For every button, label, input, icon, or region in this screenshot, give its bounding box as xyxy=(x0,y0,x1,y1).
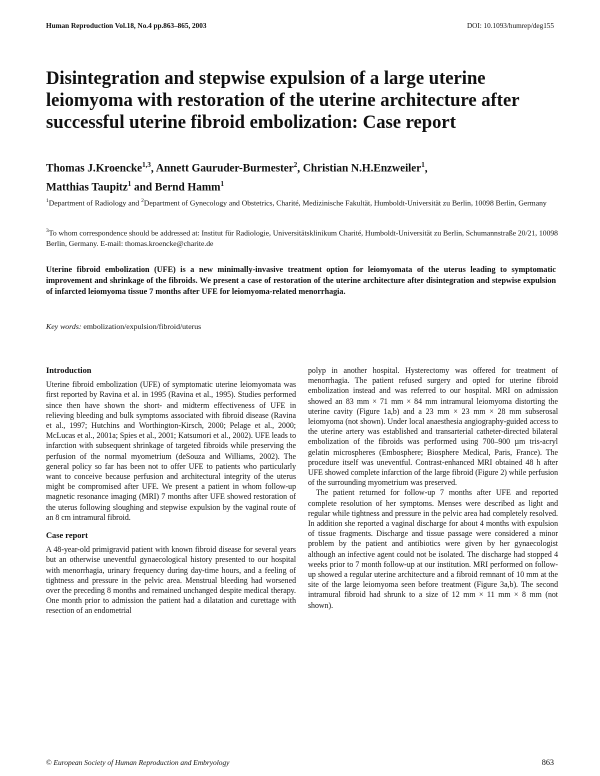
section-heading-introduction: Introduction xyxy=(46,366,92,375)
doi-text: DOI: 10.1093/humrep/deg155 xyxy=(466,22,554,30)
correspondence-text: To whom correspondence should be addressed at: Institut für Radiologie, Universitätsklinikum Charité, Humboldt-Universität zu Berlin, Schumannstraße 20/21, 10098 Berlin, Germany. E-mail: thomas.kroencke@charite.de xyxy=(46,228,558,248)
author-name: Matthias Taupitz xyxy=(46,181,128,194)
copyright-notice: © European Society of Human Reproduction and Embryology xyxy=(46,758,230,767)
author-affiliation-mark: 1 xyxy=(421,161,425,169)
author-affiliation-mark: 1,3 xyxy=(142,161,151,169)
affiliation-departments xyxy=(46,196,558,209)
author-name: Bernd Hamm xyxy=(154,181,221,194)
author-name: Christian N.H.Enzweiler xyxy=(302,162,422,175)
affiliation-text: Department of Radiology and xyxy=(48,198,142,208)
affiliation-mark: 2 xyxy=(141,198,144,204)
keywords xyxy=(46,322,556,331)
author-name: Annett Gauruder-Burmester xyxy=(155,162,294,175)
keywords-label: Key words: xyxy=(46,322,82,331)
affiliation-mark: 3 xyxy=(46,228,49,234)
author-affiliation-mark: 1 xyxy=(220,179,224,188)
follow-up-text: The patient returned for follow-up 7 months after UFE and reported complete resolution of her symptoms. Menses were described as light and regular while tightness and pressure in the pelvic area had completely resolved. In addition she reported a vaginal discharge for about 4 months with expulsion of tissue fragments. Discharge and tissue passage were considered a minor problem by the patient and antibiotics were given by her gynaecologist although an infective agent could not be isolated. The discharge had stopped 4 weeks prior to 7 month follow-up at our institution. MRI performed on follow-up showed a regular uterine architecture and a fibroid remnant of 10 mm at the site of the large leiomyoma seen before treatment (Figure 3a,b). The second intramural fibroid had shrunk to a size of 12 mm × 11 mm × 8 mm (not shown). xyxy=(308,488,558,610)
left-column xyxy=(46,366,296,617)
author-affiliation-mark: 2 xyxy=(293,161,298,169)
page-number: 863 xyxy=(541,758,554,767)
affiliation-mark: 1 xyxy=(46,198,49,204)
author-affiliation-mark: 1 xyxy=(127,179,132,188)
keywords-value: embolization/expulsion/fibroid/uterus xyxy=(83,322,202,331)
author-list: Thomas J.Kroencke$^{1,3}$, Annett Gauruder-Burmester$^2$, Christian N.H.Enzweiler$^1$, Matthias Taupitz$^1$ and Bernd Hamm$^1$ xyxy=(46,161,428,194)
correspondence-address xyxy=(46,226,558,249)
abstract: Uterine fibroid embolization (UFE) is a new minimally-invasive treatment option for leiomyomata of the uterus leading to symptomatic improvement and shrinkage of the fibroids. We present a case of restoration of the uterine architecture after disintegration and stepwise expulsion of infarcted leiomyoma tissue 7 months after UFE for leiomyoma-related menorrhagia. xyxy=(46,265,556,297)
journal-citation: Human Reproduction Vol.18, No.4 pp.863–865, 2003 xyxy=(46,22,207,30)
affiliation-text: Department of Gynecology and Obstetrics, Charité, Medizinische Fakultät, Humboldt-Universität zu Berlin, 10098 Berlin, Germany xyxy=(143,198,547,208)
author-name: Thomas J.Kroencke xyxy=(46,162,143,175)
running-header xyxy=(46,22,554,34)
section-heading-case-report: Case report xyxy=(46,531,88,541)
case-report-continued: polyp in another hospital. Hysterectomy was offered for treatment of menorrhagia. The patient refused surgery and opted for uterine fibroid embolization instead and was referred to our hospital. MRI on admission showed an 83 mm × 71 mm × 84 mm intramural leiomyoma distorting the uterine cavity (Figure 1a,b) and a 23 mm × 23 mm × 28 mm subserosal leiomyoma (not shown). Under local anaesthesia angiography-guided access to the uterine artery was established and transarterial catheter-directed bilateral embolization of the fibroids was performed using 700–900 µm tris-acryl gelatin microspheres (Embosphere; Biosphere Medical, Paris, France). The procedure itself was uneventful. Contrast-enhanced MRI obtained 48 h after UFE showed complete infarction of the large fibroid (Figure 2) while perfusion of the surrounding myometrium was preserved. xyxy=(308,366,558,488)
article-title: Disintegration and stepwise expulsion of a large uterine leiomyoma with restoration of the uterine architecture after successful uterine fibroid embolization: Case report xyxy=(46,68,520,133)
right-column xyxy=(308,366,558,611)
page-footer xyxy=(46,758,554,770)
introduction-text: Uterine fibroid embolization (UFE) of symptomatic uterine leiomyomata was first reported by Ravina et al. in 1995 (Ravina et al., 1995). Studies performed since then have shown the short- and midterm effectiveness of UFE in relieving bleeding and bulk symptoms associated with fibroid disease (Ravina et al., 1997; Hutchins and Worthington-Kirsch, 2000; Pelage et al., 2000; McLucas et al., 2001a; Spies et al., 2001; Katsumori et al., 2002). UFE leads to infarction with subsequent shrinkage of targeted fibroids while preserving the perfusion of the normal myometrium (deSouza and Williams, 2002). The general policy so far has been not to offer UFE to patients who particularly want to conceive because perfusion and architectural integrity of the uterus might be compromised after UFE. We present a patient in whom follow-up magnetic resonance imaging (MRI) 7 months after UFE showed restoration of the uterus following sloughing and stepwise expulsion by the vaginal route of an 8 cm intramural fibroid. xyxy=(46,380,296,522)
case-report-text: A 48-year-old primigravid patient with known fibroid disease for several years but an otherwise uneventful gynaecological history presented to our hospital with menorrhagia, urinary frequency during day-time hours, and a feeling of tightness and pressure in the pelvic area. Menstrual bleeding had worsened over the preceding 8 months and remained unchanged despite medical therapy. One month prior to admission the patient had a dilatation and curettage with resection of an endometrial xyxy=(46,545,296,616)
